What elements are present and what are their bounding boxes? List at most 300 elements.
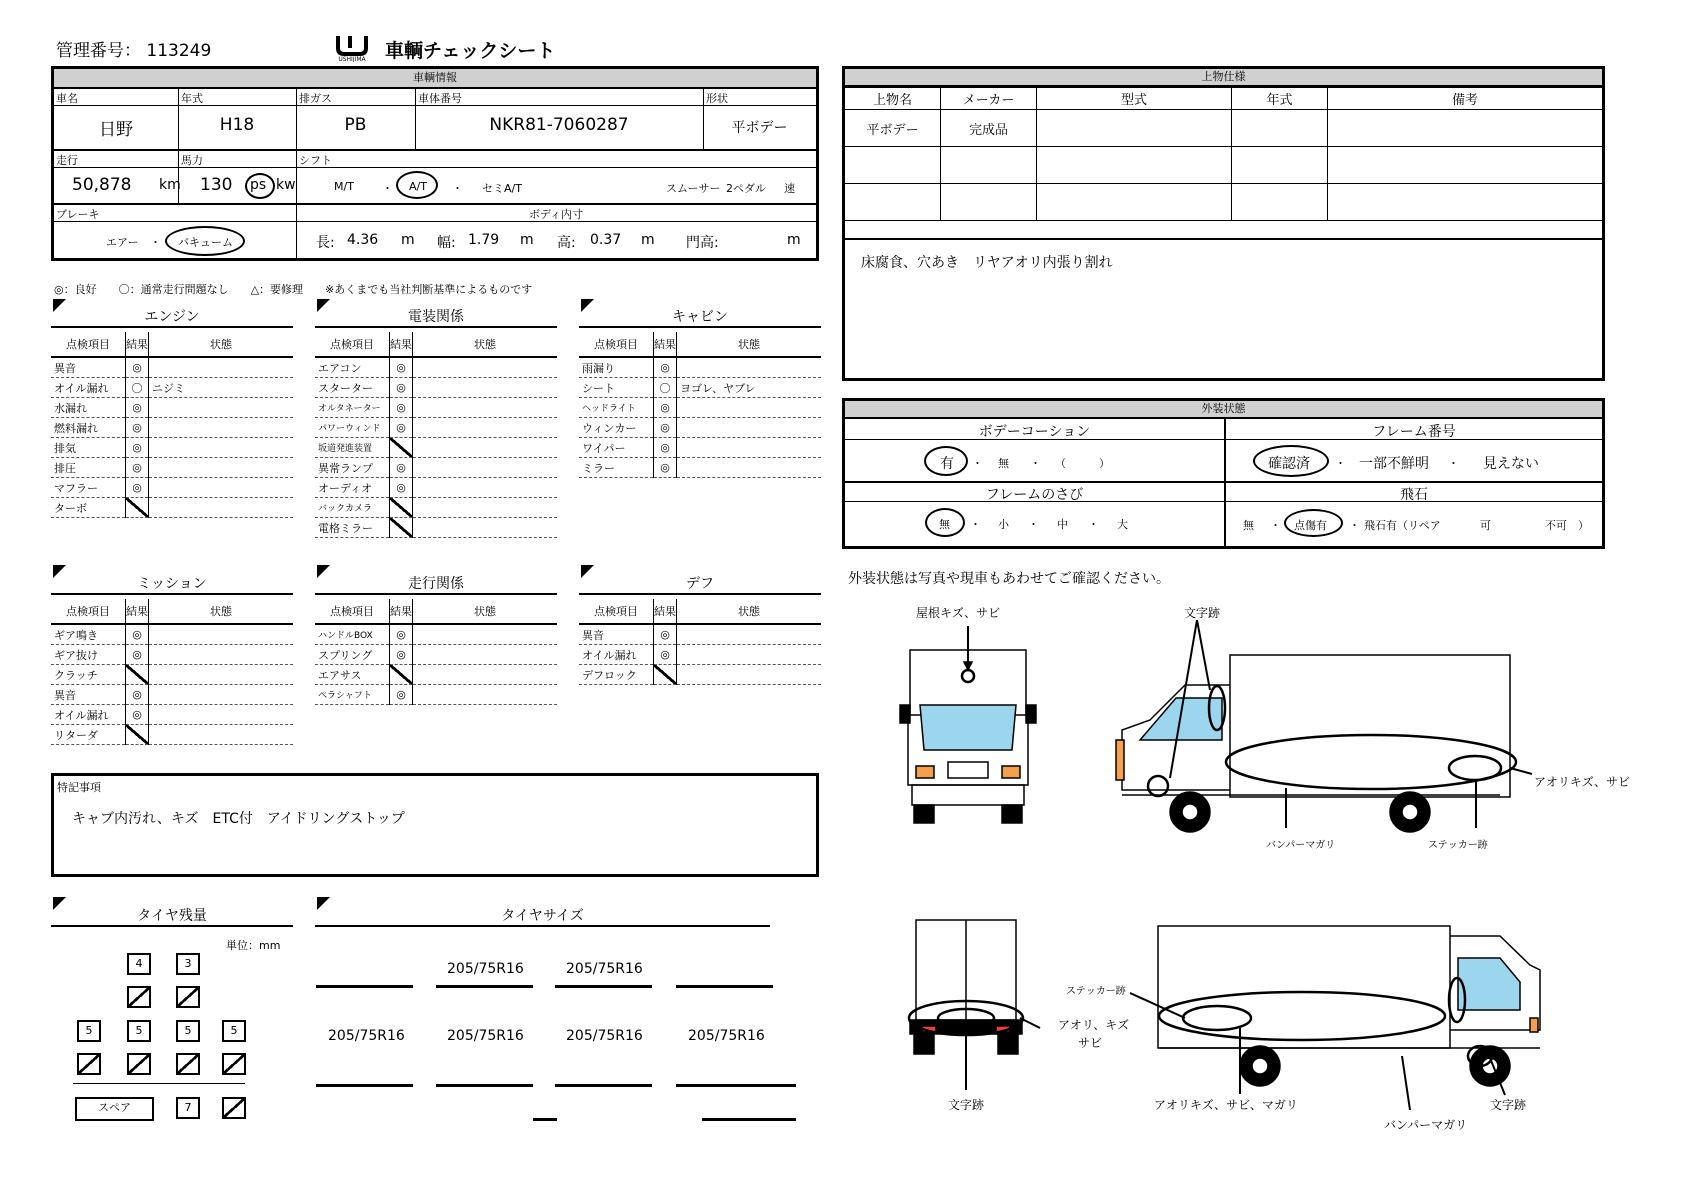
upper-spec-h-name: 上物名 xyxy=(845,88,941,110)
inspection-state xyxy=(677,357,822,378)
inspection-item: 異音 xyxy=(51,685,126,705)
table-row xyxy=(579,357,821,378)
col-header-result: 結果 xyxy=(390,332,413,357)
note-aori-rust-bent: アオリキズ、サビ、マガリ xyxy=(1154,1098,1298,1112)
inspection-state xyxy=(413,518,558,538)
tire-size-rear-2: 205/75R16 xyxy=(447,1028,524,1044)
inspection-item: 雨漏り xyxy=(579,357,654,378)
dim-height-unit: m xyxy=(641,232,655,248)
upper-spec-model xyxy=(1037,110,1232,147)
frame-confirmed: 確認済 xyxy=(1268,456,1310,472)
brake-air: エアー xyxy=(106,236,139,249)
table-row xyxy=(579,665,821,685)
inspection-item: オイル漏れ xyxy=(579,645,654,665)
inspection-state xyxy=(413,398,558,418)
table-header-row xyxy=(315,332,557,357)
inspection-item: 燃料漏れ xyxy=(51,418,126,438)
emission-label: 排ガス xyxy=(299,92,332,105)
inspection-item: オイル漏れ xyxy=(51,705,126,725)
inspection-state xyxy=(413,645,558,665)
table-row xyxy=(315,458,557,478)
diff-title: デフ xyxy=(579,573,821,595)
inspection-state xyxy=(149,665,294,685)
chip-yes: 飛石有（リペア xyxy=(1364,519,1441,532)
col-header-item: 点検項目 xyxy=(579,332,654,357)
inspection-state xyxy=(413,685,558,705)
inspection-state xyxy=(413,418,558,438)
inspection-item: ギア鳴き xyxy=(51,624,126,645)
table-row xyxy=(579,645,821,665)
dim-length-label: 長: xyxy=(316,235,335,251)
exterior-note: 外装状態は写真や現車もあわせてご確認ください。 xyxy=(848,571,1170,587)
inspection-item: 排気 xyxy=(51,438,126,458)
shift-two-pedal: 2ペダル xyxy=(726,182,766,195)
inspection-result xyxy=(390,518,413,538)
spare-label: スペア xyxy=(75,1097,154,1121)
engine-table xyxy=(51,332,293,518)
chip-ok: 可 xyxy=(1480,519,1491,532)
tire-size-rear-1: 205/75R16 xyxy=(328,1028,405,1044)
inspection-item: スターター xyxy=(315,378,390,398)
table-row xyxy=(579,398,821,418)
inspection-state xyxy=(149,478,294,498)
inspection-result: ◎ xyxy=(126,418,149,438)
vehicle-emission: PB xyxy=(344,115,367,135)
inspection-state xyxy=(149,645,294,665)
table-header-row xyxy=(579,332,821,357)
dim-length: 4.36 xyxy=(347,232,379,248)
power-unit-ps: ps xyxy=(250,177,267,193)
vehicle-info-title: 車輌情報 xyxy=(54,69,816,89)
inspection-state xyxy=(149,357,294,378)
special-text: キャブ内汚れ、キズ ETC付 アイドリングストップ xyxy=(72,811,405,827)
table-row xyxy=(315,438,557,458)
inspection-item: ミラー xyxy=(579,458,654,478)
chip-point-circle xyxy=(1284,509,1343,537)
table-row xyxy=(51,645,293,665)
inspection-result: ◎ xyxy=(390,624,413,645)
not-applicable-slash-icon xyxy=(390,438,412,457)
inspection-item: ハンドルBOX xyxy=(315,624,390,645)
inspection-result: ◎ xyxy=(390,398,413,418)
col-header-state: 状態 xyxy=(149,332,294,357)
inspection-result xyxy=(390,498,413,518)
special-notes-box xyxy=(51,773,819,877)
tire-size-title: タイヤサイズ xyxy=(315,905,770,927)
inspection-result: ◎ xyxy=(654,624,677,645)
legend: ◎：良好 〇：通常走行問題なし △：要修理 ※あくまでも当社判断基準によるものです xyxy=(54,283,533,296)
inspection-item: 異常ランプ xyxy=(315,458,390,478)
table-header-row xyxy=(579,599,821,624)
body-inner-label: ボディ内寸 xyxy=(528,208,584,221)
note-rust: サビ xyxy=(1078,1036,1103,1050)
note-letters-2: 文字跡 xyxy=(948,1098,985,1112)
vehicle-row-2 xyxy=(54,151,816,205)
rust-small: 小 xyxy=(998,518,1009,531)
inspection-result xyxy=(126,725,149,745)
cabin-table xyxy=(579,332,821,478)
coat-yes: 有 xyxy=(940,456,954,472)
rust-none: 無 xyxy=(939,518,950,531)
mileage-unit: km xyxy=(159,177,181,193)
not-applicable-slash-icon xyxy=(390,665,412,684)
brake-label: ブレーキ xyxy=(56,208,100,221)
mileage-label: 走行 xyxy=(56,154,78,167)
tire-rear-inner-4 xyxy=(222,1053,246,1075)
table-row xyxy=(51,624,293,645)
inspection-result xyxy=(126,498,149,518)
table-row xyxy=(315,685,557,705)
not-applicable-slash-icon xyxy=(126,665,148,684)
note-aori-rust: アオリキズ、サビ xyxy=(1534,775,1631,789)
shape-label: 形状 xyxy=(706,92,728,105)
chip-ng: 不可 ） xyxy=(1545,519,1589,532)
table-row xyxy=(315,498,557,518)
special-label: 特記事項 xyxy=(57,781,101,794)
table-row xyxy=(51,665,293,685)
rust-mid: 中 xyxy=(1057,518,1068,531)
tire-rear-inner-2 xyxy=(127,1053,151,1075)
frame-number-label: フレーム番号 xyxy=(1372,424,1456,440)
note-letters-1: 文字跡 xyxy=(1184,606,1221,620)
dim-gate-label: 門高: xyxy=(686,235,719,251)
tire-rear-1: 5 xyxy=(77,1020,101,1042)
mgmt-number-value: 113249 xyxy=(146,41,212,61)
col-header-state: 状態 xyxy=(677,599,822,624)
shift-smoother: スムーサー xyxy=(666,182,721,195)
inspection-item: ターボ xyxy=(51,498,126,518)
rust-sep-2: ・ xyxy=(1028,518,1039,531)
power-value: 130 xyxy=(200,175,233,195)
dim-width-label: 幅: xyxy=(437,235,456,251)
rust-none-circle xyxy=(925,508,965,537)
tire-front-left-2 xyxy=(127,986,151,1008)
vehicle-row-3 xyxy=(54,205,816,258)
inspection-item: デフロック xyxy=(579,665,654,685)
dim-width: 1.79 xyxy=(468,232,500,248)
table-row xyxy=(579,418,821,438)
mgmt-label: 管理番号： xyxy=(56,41,141,61)
inspection-result: ◎ xyxy=(126,645,149,665)
tire-rear-inner-3 xyxy=(176,1053,200,1075)
inspection-result: ◎ xyxy=(654,458,677,478)
running-title: 走行関係 xyxy=(315,573,557,595)
col-header-result: 結果 xyxy=(390,599,413,624)
col-header-item: 点検項目 xyxy=(315,599,390,624)
shift-label: シフト xyxy=(299,154,332,167)
inspection-result: ◎ xyxy=(390,645,413,665)
inspection-item: マフラー xyxy=(51,478,126,498)
col-header-result: 結果 xyxy=(126,599,149,624)
power-label: 馬力 xyxy=(181,154,203,167)
inspection-item: 排圧 xyxy=(51,458,126,478)
inspection-state xyxy=(413,665,558,685)
note-aori-scratch: アオリ、キズ xyxy=(1058,1018,1130,1032)
tire-rear-3: 5 xyxy=(176,1020,200,1042)
upper-spec-year xyxy=(1232,110,1328,147)
brake-vacuum-circle xyxy=(165,226,245,256)
truck-front-view-icon xyxy=(900,626,1036,823)
running-table xyxy=(315,599,557,705)
inspection-item: バックカメラ xyxy=(315,498,390,518)
inspection-state xyxy=(677,624,822,645)
coat-sep-1: ・ xyxy=(972,457,983,470)
inspection-state xyxy=(677,438,822,458)
inspection-result: ◎ xyxy=(126,478,149,498)
truck-rear-view-icon xyxy=(909,920,1040,1090)
body-coating-label: ボデーコーション xyxy=(978,424,1091,440)
diff-table xyxy=(579,599,821,685)
inspection-state xyxy=(677,398,822,418)
shift-speed: 速 xyxy=(784,182,795,195)
tire-spare: 7 xyxy=(176,1097,200,1119)
inspection-item: スプリング xyxy=(315,645,390,665)
inspection-state xyxy=(149,418,294,438)
inspection-result: ◎ xyxy=(654,357,677,378)
note-sticker-2: ステッカー跡 xyxy=(1066,986,1126,997)
coat-yes-circle xyxy=(924,446,968,476)
col-header-state: 状態 xyxy=(413,332,558,357)
not-applicable-slash-icon xyxy=(126,725,148,744)
table-row xyxy=(315,357,557,378)
dim-length-unit: m xyxy=(401,232,415,248)
chip-sep-1: ・ xyxy=(1270,519,1281,532)
coat-no: 無 xyxy=(998,457,1009,470)
inspection-result: ◎ xyxy=(390,357,413,378)
table-row xyxy=(315,665,557,685)
inspection-result: ◎ xyxy=(390,378,413,398)
table-row xyxy=(51,498,293,518)
shift-at: A/T xyxy=(409,180,427,193)
inspection-result: ◎ xyxy=(654,438,677,458)
inspection-item: シート xyxy=(579,378,654,398)
upper-spec-table xyxy=(845,87,1602,240)
inspection-state xyxy=(149,498,294,518)
shift-sep-2: ・ xyxy=(452,182,463,195)
inspection-state xyxy=(149,624,294,645)
inspection-item: エアコン xyxy=(315,357,390,378)
inspection-item: クラッチ xyxy=(51,665,126,685)
brake-vacuum: バキューム xyxy=(178,236,233,249)
col-header-item: 点検項目 xyxy=(315,332,390,357)
inspection-result: ◎ xyxy=(126,458,149,478)
dim-gate-unit: m xyxy=(787,232,801,248)
tire-rear-2: 5 xyxy=(127,1020,151,1042)
upper-spec-title: 上物仕様 xyxy=(845,69,1602,87)
tire-size-rear-3: 205/75R16 xyxy=(566,1028,643,1044)
electrical-table xyxy=(315,332,557,538)
exterior-title: 外装状態 xyxy=(845,401,1602,419)
upper-spec-remarks: 床腐食、穴あき リヤアオリ内張り割れ xyxy=(861,255,1113,271)
coat-sep-2: ・ xyxy=(1030,457,1041,470)
inspection-item: リターダ xyxy=(51,725,126,745)
inspection-state xyxy=(677,645,822,665)
inspection-state xyxy=(149,725,294,745)
note-letters-3: 文字跡 xyxy=(1490,1098,1527,1112)
inspection-result: ◎ xyxy=(390,458,413,478)
upper-spec-maker: 完成品 xyxy=(941,110,1037,147)
mission-table xyxy=(51,599,293,745)
inspection-result: ◎ xyxy=(126,624,149,645)
inspection-state xyxy=(413,357,558,378)
table-row xyxy=(315,518,557,538)
inspection-item: 異音 xyxy=(579,624,654,645)
col-header-result: 結果 xyxy=(654,599,677,624)
table-header-row xyxy=(315,599,557,624)
col-header-item: 点検項目 xyxy=(579,599,654,624)
tire-front-right-2 xyxy=(176,986,200,1008)
table-row xyxy=(51,705,293,725)
table-row xyxy=(51,685,293,705)
shift-semi-at: セミA/T xyxy=(482,182,522,195)
frame-sep-2: ・ xyxy=(1448,457,1459,470)
rust-large: 大 xyxy=(1117,518,1128,531)
power-unit-kw: kw xyxy=(276,177,296,193)
inspection-result xyxy=(390,665,413,685)
year-label: 年式 xyxy=(181,92,203,105)
dim-height-label: 高: xyxy=(557,235,576,251)
inspection-item: オイル漏れ xyxy=(51,378,126,398)
vehicle-name: 日野 xyxy=(99,120,133,140)
upper-spec-remark xyxy=(1328,110,1603,147)
inspection-item: エアサス xyxy=(315,665,390,685)
inspection-result: ◎ xyxy=(390,478,413,498)
upper-spec-h-remarks: 備考 xyxy=(1328,88,1603,110)
col-header-result: 結果 xyxy=(654,332,677,357)
vehicle-chassis: NKR81-7060287 xyxy=(489,115,629,135)
truck-side-view-right-icon xyxy=(1116,620,1532,832)
chip-point: 点傷有 xyxy=(1294,519,1327,532)
inspection-state xyxy=(413,624,558,645)
inspection-state xyxy=(149,458,294,478)
table-header-row xyxy=(51,599,293,624)
tire-size-front-1: 205/75R16 xyxy=(447,961,524,977)
table-row xyxy=(579,438,821,458)
upper-spec-h-maker: メーカー xyxy=(941,88,1037,110)
inspection-state xyxy=(149,685,294,705)
chassis-label: 車体番号 xyxy=(418,92,462,105)
table-row xyxy=(579,378,821,398)
inspection-state xyxy=(413,478,558,498)
inspection-state xyxy=(413,458,558,478)
inspection-result: ◎ xyxy=(390,418,413,438)
name-label: 車名 xyxy=(56,92,78,105)
inspection-item: 異音 xyxy=(51,357,126,378)
inspection-item: ヘッドライト xyxy=(579,398,654,418)
exterior-box xyxy=(842,398,1605,549)
table-row xyxy=(315,645,557,665)
col-header-state: 状態 xyxy=(149,599,294,624)
upper-spec-h-model: 型式 xyxy=(1037,88,1232,110)
table-row xyxy=(51,378,293,398)
tire-rear-4: 5 xyxy=(222,1020,246,1042)
inspection-result xyxy=(390,438,413,458)
table-header-row xyxy=(51,332,293,357)
inspection-item: パワーウィンド xyxy=(315,418,390,438)
svg-text:USHIJIMA: USHIJIMA xyxy=(338,56,366,62)
inspection-state xyxy=(149,398,294,418)
tire-unit: 単位：mm xyxy=(226,939,281,952)
tire-spare-2 xyxy=(222,1097,246,1119)
inspection-result: ◎ xyxy=(390,685,413,705)
inspection-result: ◎ xyxy=(126,438,149,458)
inspection-state xyxy=(677,458,822,478)
table-row xyxy=(51,458,293,478)
note-bumper-bent: バンパーマガリ xyxy=(1266,840,1336,851)
inspection-result: ◎ xyxy=(654,418,677,438)
chip-sep-2: ・ xyxy=(1349,519,1360,532)
table-row xyxy=(51,478,293,498)
frame-rust-label: フレームのさび xyxy=(985,487,1084,503)
upper-spec-h-year: 年式 xyxy=(1232,88,1328,110)
management-number xyxy=(56,36,211,61)
inspection-state xyxy=(413,378,558,398)
frame-sep-1: ・ xyxy=(1335,457,1346,470)
inspection-result: 〇 xyxy=(654,378,677,398)
inspection-item: ウィンカー xyxy=(579,418,654,438)
sheet-title: 車輌チェックシート xyxy=(385,40,556,62)
inspection-item: ワイパー xyxy=(579,438,654,458)
vehicle-shape: 平ボデー xyxy=(731,120,788,136)
not-applicable-slash-icon xyxy=(390,518,412,537)
shift-at-circle xyxy=(396,171,438,199)
frame-invisible: 見えない xyxy=(1483,456,1539,472)
inspection-item: ギア抜け xyxy=(51,645,126,665)
inspection-result xyxy=(126,665,149,685)
chip-none: 無 xyxy=(1243,519,1254,532)
inspection-state xyxy=(149,438,294,458)
tire-front-right: 3 xyxy=(176,953,200,975)
table-row xyxy=(315,478,557,498)
chips-label: 飛石 xyxy=(1400,487,1428,503)
coat-paren: （ ） xyxy=(1055,457,1110,470)
inspection-result: ◎ xyxy=(126,685,149,705)
not-applicable-slash-icon xyxy=(390,498,412,517)
mileage-value: 50,878 xyxy=(72,175,132,195)
truck-side-view-left-icon xyxy=(1130,926,1540,1110)
table-row xyxy=(579,624,821,645)
inspection-state xyxy=(413,438,558,458)
inspection-result: 〇 xyxy=(126,378,149,398)
inspection-result: ◎ xyxy=(654,398,677,418)
tire-size-rear-4: 205/75R16 xyxy=(688,1028,765,1044)
tire-rear-inner-1 xyxy=(77,1053,101,1075)
tire-front-left: 4 xyxy=(127,953,151,975)
mission-title: ミッション xyxy=(51,573,293,595)
shift-mt: M/T xyxy=(334,180,354,193)
col-header-item: 点検項目 xyxy=(51,599,126,624)
inspection-item: 電格ミラー xyxy=(315,518,390,538)
engine-title: エンジン xyxy=(51,306,293,328)
col-header-state: 状態 xyxy=(413,599,558,624)
tire-remain-title: タイヤ残量 xyxy=(51,905,293,927)
frame-partial: 一部不鮮明 xyxy=(1359,456,1429,472)
not-applicable-slash-icon xyxy=(126,498,148,517)
col-header-result: 結果 xyxy=(126,332,149,357)
table-row xyxy=(315,418,557,438)
brake-sep: ・ xyxy=(150,236,161,249)
dim-height: 0.37 xyxy=(590,232,622,248)
inspection-item: オルタネーター xyxy=(315,398,390,418)
inspection-state: ヨゴレ、ヤブレ xyxy=(677,378,822,398)
rust-sep-1: ・ xyxy=(970,518,981,531)
col-header-state: 状態 xyxy=(677,332,822,357)
company-logo xyxy=(330,34,374,62)
inspection-result: ◎ xyxy=(126,357,149,378)
frame-confirmed-circle xyxy=(1253,445,1329,477)
inspection-item: ペラシャフト xyxy=(315,685,390,705)
table-row xyxy=(315,398,557,418)
